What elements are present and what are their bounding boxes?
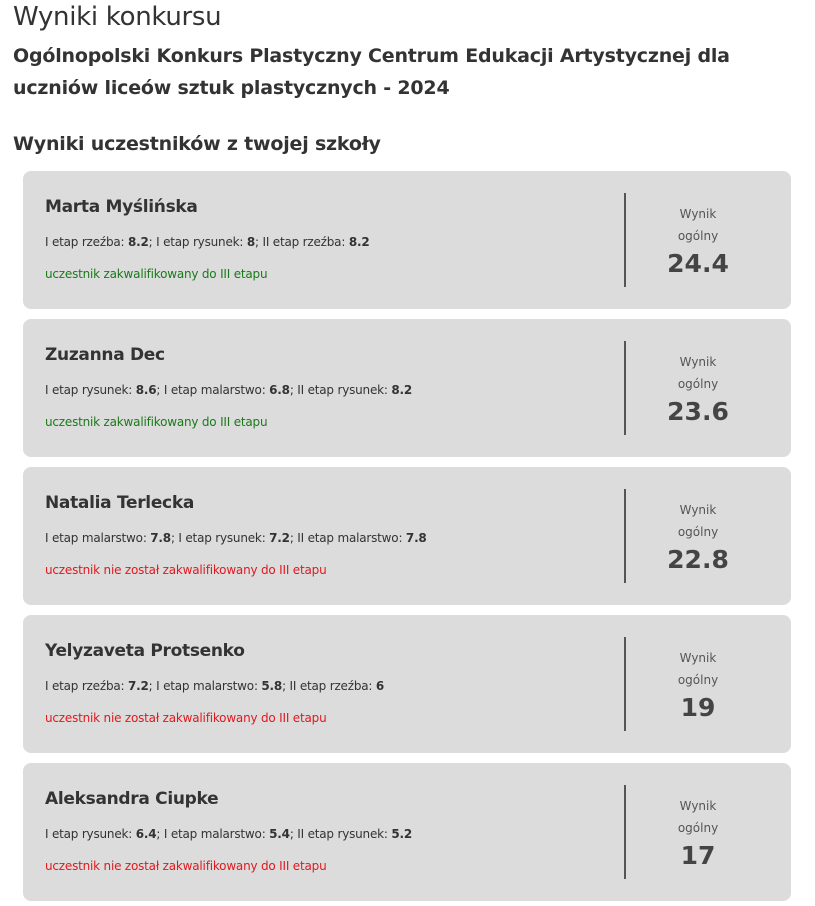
participant-card xyxy=(23,615,791,753)
stage-scores: I etap rzeźba: 7.2; I etap malarstwo: 5.8; II etap rzeźba: 6 xyxy=(45,679,385,693)
overall-score-box xyxy=(626,499,770,575)
stage-label: I etap malarstwo xyxy=(45,531,143,545)
page-title: Wyniki konkursu xyxy=(13,2,222,32)
overall-score: 19 xyxy=(680,693,716,722)
participant-name: Natalia Terlecka xyxy=(45,493,195,513)
participant-name: Zuzanna Dec xyxy=(45,345,165,365)
stage-label: I etap rysunek xyxy=(156,235,240,249)
stage-score: 6.4 xyxy=(135,827,157,841)
participant-card xyxy=(23,467,791,605)
stage-score: 5.4 xyxy=(269,827,290,841)
stage-scores: I etap malarstwo: 7.8; I etap rysunek: 7.2; II etap malarstwo: 7.8 xyxy=(45,531,427,545)
stage-label: II etap rysunek xyxy=(297,827,384,841)
stage-label: I etap rzeźba xyxy=(45,235,121,249)
stage-score: 8 xyxy=(246,235,256,249)
overall-score-box xyxy=(626,203,770,279)
participant-name: Yelyzaveta Protsenko xyxy=(45,641,245,661)
stage-score: 7.8 xyxy=(405,531,427,545)
overall-label-line2: ogólny xyxy=(677,525,719,539)
stage-label: II etap rzeźba xyxy=(289,679,369,693)
overall-label-line2: ogólny xyxy=(677,229,719,243)
stage-scores: I etap rzeźba: 8.2; I etap rysunek: 8; II etap rzeźba: 8.2 xyxy=(45,235,370,249)
overall-score: 17 xyxy=(680,841,716,870)
overall-label-line1: Wynik xyxy=(679,799,717,813)
stage-score: 7.2 xyxy=(127,679,149,693)
overall-score-box xyxy=(626,795,770,871)
stage-label: II etap malarstwo xyxy=(297,531,399,545)
overall-label-line1: Wynik xyxy=(679,503,717,517)
overall-label-line1: Wynik xyxy=(679,207,717,221)
overall-label-line2: ogólny xyxy=(677,821,719,835)
stage-label: II etap rzeźba xyxy=(262,235,342,249)
qualified-status: uczestnik zakwalifikowany do III etapu xyxy=(45,415,268,429)
not-qualified-status: uczestnik nie został zakwalifikowany do III etapu xyxy=(45,711,327,725)
overall-label-line2: ogólny xyxy=(677,377,719,391)
stage-label: I etap malarstwo xyxy=(163,827,262,841)
stage-score: 5.8 xyxy=(261,679,283,693)
not-qualified-status: uczestnik nie został zakwalifikowany do III etapu xyxy=(45,859,327,873)
stage-score: 7.2 xyxy=(269,531,290,545)
participant-card xyxy=(23,319,791,457)
participant-card xyxy=(23,171,791,309)
participant-name: Marta Myślińska xyxy=(45,197,198,217)
stage-scores: I etap rysunek: 6.4; I etap malarstwo: 5.4; II etap rysunek: 5.2 xyxy=(45,827,413,841)
section-title: Wyniki uczestników z twojej szkoły xyxy=(13,133,381,155)
participant-name: Aleksandra Ciupke xyxy=(45,789,219,809)
participants-list xyxy=(23,171,791,906)
participant-card xyxy=(23,763,791,901)
overall-score: 23.6 xyxy=(667,397,729,426)
overall-score: 24.4 xyxy=(667,249,729,278)
stage-label: I etap malarstwo xyxy=(163,383,262,397)
stage-score: 5.2 xyxy=(391,827,413,841)
overall-label-line1: Wynik xyxy=(679,651,717,665)
overall-score: 22.8 xyxy=(667,545,729,574)
stage-score: 6 xyxy=(375,679,385,693)
overall-score-box xyxy=(626,351,770,427)
contest-title: Ogólnopolski Konkurs Plastyczny Centrum Edukacji Artystycznej dla uczniów liceów sztuk plastycznych - 2024 xyxy=(13,45,730,99)
stage-score: 8.2 xyxy=(127,235,149,249)
stage-label: I etap malarstwo xyxy=(156,679,254,693)
not-qualified-status: uczestnik nie został zakwalifikowany do III etapu xyxy=(45,563,327,577)
stage-label: I etap rysunek xyxy=(45,827,129,841)
stage-score: 8.2 xyxy=(391,383,413,397)
stage-scores: I etap rysunek: 8.6; I etap malarstwo: 6.8; II etap rysunek: 8.2 xyxy=(45,383,413,397)
stage-score: 8.6 xyxy=(135,383,157,397)
qualified-status: uczestnik zakwalifikowany do III etapu xyxy=(45,267,268,281)
stage-label: I etap rysunek xyxy=(178,531,262,545)
stage-label: I etap rzeźba xyxy=(45,679,121,693)
stage-score: 7.8 xyxy=(150,531,171,545)
overall-label-line2: ogólny xyxy=(677,673,719,687)
overall-score-box xyxy=(626,647,770,723)
stage-score: 6.8 xyxy=(269,383,290,397)
stage-label: I etap rysunek xyxy=(45,383,129,397)
overall-label-line1: Wynik xyxy=(679,355,717,369)
stage-score: 8.2 xyxy=(348,235,370,249)
stage-label: II etap rysunek xyxy=(297,383,384,397)
